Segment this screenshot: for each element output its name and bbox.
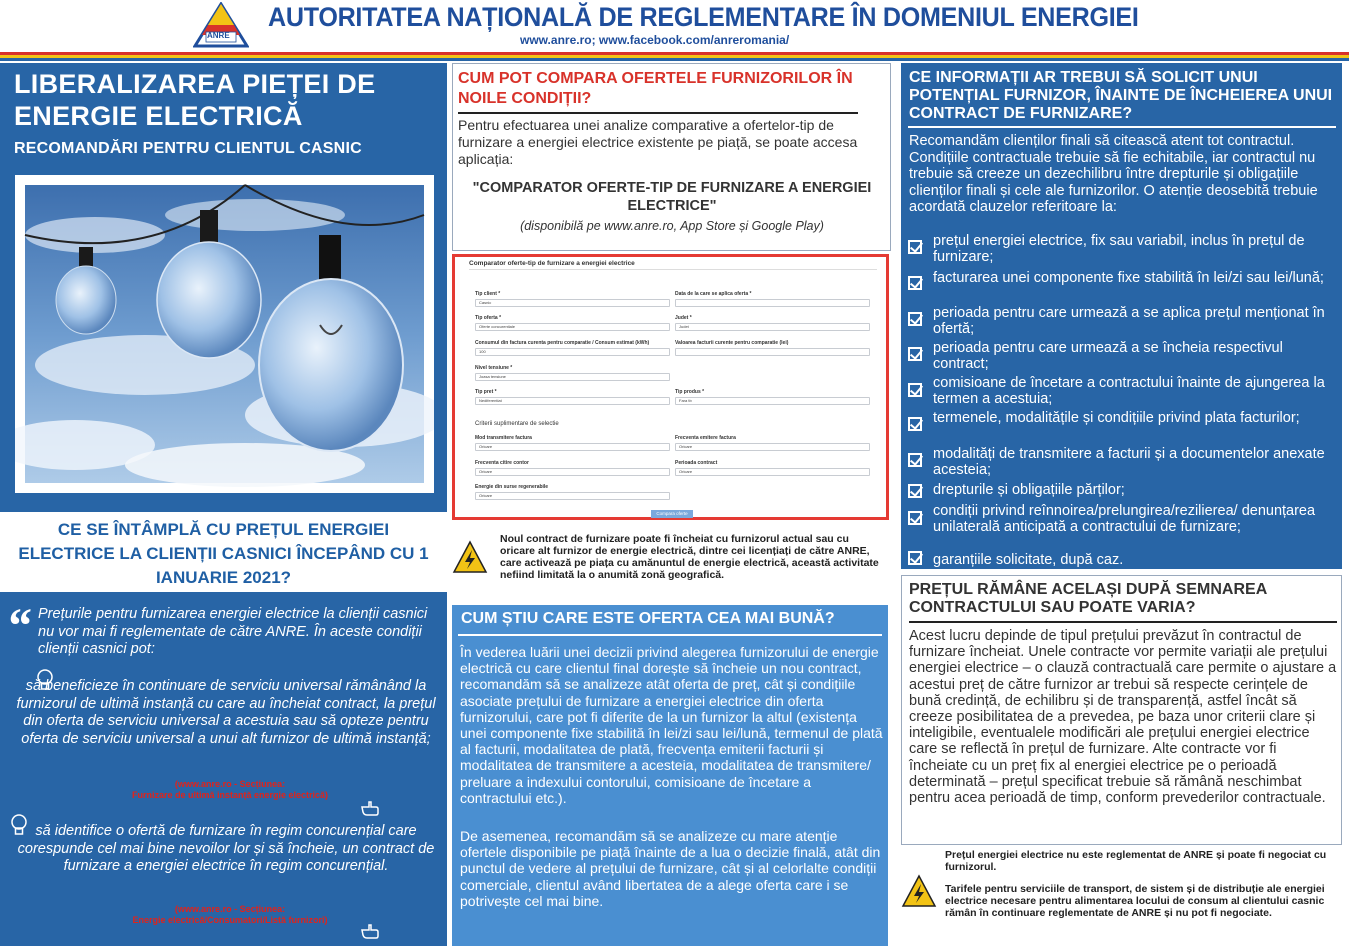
price-question: CE SE ÎNTÂMPLĂ CU PREȚUL ENERGIEI ELECTRICE LA CLIENȚII CASNICI ÎNCEPÂND CU 1 IANUARIE 2021? [18, 520, 429, 587]
app-availability: (disponibilă pe www.anre.ro, App Store și Google Play) [520, 219, 824, 233]
consum-input[interactable]: 100 [475, 348, 670, 356]
link-supplier-list-line2[interactable]: Energie electrică/Consumatori/Listă furnizori) [132, 915, 328, 925]
divider [909, 621, 1337, 623]
header-links[interactable]: www.anre.ro; www.facebook.com/anreromania/ [520, 33, 790, 47]
info-title: CE INFORMAȚII AR TREBUI SĂ SOLICIT UNUI POTENȚIAL FURNIZOR, ÎNAINTE DE ÎNCHEIEREA UNUI CONTRACT DE FURNIZARE? [909, 69, 1333, 122]
info-text: Recomandăm clienților finali să citească atent tot contractul. Condițiile contractuale trebuie să fie echitabile, iar contractul nu trebuie să creeze un dezechilibru între drepturile și obligațiile clienților finali și cele ale furnizorilor. O atenție deosebită trebuie acordată clauzelor referitoare la: [909, 133, 1318, 215]
best-offer-paragraph1: În vederea luării unei decizii privind alegerea furnizorului de energie electrică cu care clientul final dorește să încheie un nou contract, recomandăm să se analizeze atât oferta de preț, cât și condițiile asociate prețului de furnizare a energiei electrice din oferta furnizorului, care pot fi diferite de la un furnizor la altul (existența unei componente fixe stabilită în lei/zi sau lei/lună, termenul de plată al facturii, modalitatea de plată, frecvența emiterii facturii și modalitatea de transmitere a acesteia, modalitatea de transmitere/ preluare a indexului contorului, comisioane de încetare a contractului etc.). [460, 644, 883, 806]
link-last-resort-line2[interactable]: Furnizare de ultimă instanță energie electrică) [131, 790, 329, 800]
perioada-label: Perioada contract [675, 460, 718, 466]
link-supplier-list-line1[interactable]: (www.anre.ro - Secțiunea: [174, 904, 286, 914]
quote-icon: “ [6, 597, 31, 653]
nivel-select[interactable]: Joasa tensiune [475, 373, 670, 381]
left-intro: Prețurile pentru furnizarea energiei electrice la clienții casnici nu vor mai fi reglementate de către ANRE. În aceste condiții clienții casnici pot: [38, 606, 428, 657]
info-item: comisioane de încetare a contractului înainte de ajungerea la termen a acestuia; [933, 375, 1325, 407]
valoare-input[interactable] [675, 348, 870, 356]
note-price-not-regulated: Prețul energiei electrice nu este reglementat de ANRE și poate fi negociat cu furnizorul. [945, 849, 1327, 873]
frecventa-select[interactable]: Oricare [675, 443, 870, 451]
checkbox-icon [908, 312, 922, 326]
info-item: perioada pentru care urmează a se aplica prețul menționat în ofertă; [933, 305, 1325, 337]
checkbox-icon [908, 347, 922, 361]
mod-label: Mod transmitere factura [475, 435, 532, 441]
compare-title: CUM POT COMPARA OFERTELE FURNIZORILOR ÎN NOILE CONDIȚII? [458, 70, 853, 107]
price-text: Acest lucru depinde de tipul prețului prevăzut în contractul de furnizare încheiat. Unele contracte vor permite variații ale prețului energiei electrice – o clauză contractuală care permite o ajustare a acestui preț de către furnizor ar trebui să respecte cerințele de bună credință, de echilibru și de transparență, astfel încât să creeze posibilitatea de a prevedea, pe baza unor criterii clare și inteligibile, eventualele modificări ale prețului energiei electrice care se reflectă în prețul de furnizare. Alte contracte vor fi încheiate cu un preț fix al energiei electrice pe o perioadă determinată – prețul specificat trebuie să rămână neschimbat pentru acea perioadă de timp, conform prevederilor contractuale. [909, 628, 1337, 807]
tip-client-label: Tip client * [475, 291, 501, 297]
consum-label: Consumul din factura curenta pentru comparatie / Consum estimat (kWh) [475, 340, 650, 346]
data-label: Data de la care se aplica oferta * [675, 291, 752, 297]
pointing-hand-icon [360, 799, 380, 817]
tip-produs-label: Tip produs * [675, 389, 705, 395]
link-last-resort-line1[interactable]: (www.anre.ro - Secțiunea: [174, 779, 286, 789]
anre-logo [193, 2, 249, 48]
stripe-blue [0, 58, 1349, 61]
surse-label: Energie din surse regenerabile [475, 484, 549, 490]
price-question-box [0, 512, 447, 592]
divider [908, 126, 1336, 128]
pointing-hand-icon [360, 922, 380, 940]
valoare-label: Valoarea facturii curente pentru comparatie (lei) [675, 340, 789, 346]
tip-oferta-select[interactable]: Oferte concurentiale [475, 323, 670, 331]
checkbox-icon [908, 276, 922, 290]
compare-offers-button[interactable]: Compara oferte [651, 510, 693, 518]
frecventa-label: Frecventa emitere factura [675, 435, 736, 441]
checkbox-icon [908, 383, 922, 397]
link-supplier-list[interactable] [60, 904, 400, 926]
judet-select[interactable]: Judet [675, 323, 870, 331]
tip-pret-select[interactable]: Nediferentiat [475, 397, 670, 405]
criterii-heading: Criterii suplimentare de selectie [475, 421, 559, 427]
logo-text: ANRE [207, 31, 230, 40]
lightbulbs-photo [15, 175, 434, 493]
warning-text: Noul contract de furnizare poate fi încheiat cu furnizorul actual sau cu oricare alt furnizor de energie electrică, dintre cei licențiați de către ANRE, care activează pe piața cu amănuntul de energie electrică, această activitate nefiind limitată la o anumită zonă geografică. [500, 533, 879, 581]
app-title: Comparator oferte-tip de furnizare a energiei electrice [469, 260, 635, 267]
info-item: drepturile și obligațiile părților; [933, 482, 1125, 498]
checkbox-icon [908, 551, 922, 565]
left-subtitle: RECOMANDĂRI PENTRU CLIENTUL CASNIC [14, 140, 362, 157]
citire-label: Frecventa citire contor [475, 460, 529, 466]
checkbox-icon [908, 417, 922, 431]
warning-icon [452, 540, 488, 576]
price-title: PREȚUL RĂMÂNE ACELAȘI DUPĂ SEMNAREA CONTRACTULUI SAU POATE VARIA? [909, 581, 1267, 616]
link-last-resort[interactable] [60, 779, 400, 801]
app-screenshot [452, 254, 889, 520]
best-offer-title: CUM ȘTIU CARE ESTE OFERTA CEA MAI BUNĂ? [461, 610, 835, 627]
info-item: prețul energiei electrice, fix sau variabil, inclus în prețul de furnizare; [933, 233, 1305, 265]
divider [458, 112, 858, 114]
note-tariffs-regulated: Tarifele pentru serviciile de transport, de sistem și de distribuție ale energiei electrice necesare pentru alimentarea locului de consum al clientului casnic rămân în continuare reglementate de ANRE și nu pot fi negociate. [945, 883, 1325, 919]
perioada-select[interactable]: Oricare [675, 468, 870, 476]
data-input[interactable] [675, 299, 870, 307]
judet-label: Judet * [675, 315, 692, 321]
app-divider [469, 269, 877, 270]
info-item: termenele, modalitățile și condițiile privind plata facturilor; [933, 410, 1300, 426]
option-competitive-offer: să identifice o ofertă de furnizare în regim concurențial care corespunde cel mai bine nevoilor lor și să încheie, un contract de furnizare a energiei electrice în regim concurențial. [17, 823, 435, 874]
checkbox-icon [908, 511, 922, 525]
best-offer-paragraph2: De asemenea, recomandăm să se analizeze cu mare atenție ofertele disponibile pe piață înainte de a lua o decizie finală, atât din punctul de vedere al prețului de furnizare, cât și al celorlalte condiții comerciale, clientul având libertatea de a alege oferta care i se potrivește cel mai bine. [460, 828, 881, 909]
warning-icon [901, 874, 937, 910]
info-item: garanțiile solicitate, după caz. [933, 552, 1124, 568]
checkbox-icon [908, 453, 922, 467]
left-title: LIBERALIZAREA PIEȚEI DE ENERGIE ELECTRICĂ [14, 69, 376, 131]
option-universal-service: să beneficieze în continuare de serviciu universal rămânând la furnizorul de ultimă instanță cu care au încheiat contract, la prețul din oferta de serviciu universal a acestuia sau să opteze pentru oferta de serviciu universal a unui alt furnizor de ultimă instanță; [16, 678, 436, 747]
tip-oferta-label: Tip oferta * [475, 315, 502, 321]
tip-produs-select[interactable]: Fara tb [675, 397, 870, 405]
tip-client-select[interactable]: Casnic [475, 299, 670, 307]
mod-select[interactable]: Oricare [475, 443, 670, 451]
checkbox-icon [908, 240, 922, 254]
info-item: perioada pentru care urmează a se încheia respectivul contract; [933, 340, 1283, 372]
citire-select[interactable]: Oricare [475, 468, 670, 476]
checkbox-icon [908, 484, 922, 498]
info-item: modalități de transmitere a facturii și a documentelor anexate acesteia; [933, 446, 1325, 478]
tip-pret-label: Tip pret * [475, 389, 497, 395]
app-name: "COMPARATOR OFERTE-TIP DE FURNIZARE A ENERGIEI ELECTRICE" [472, 180, 872, 214]
info-item: condiții privind reînnoirea/prelungirea/rezilierea/ denunțarea unilaterală anticipată a contractului de furnizare; [933, 503, 1316, 535]
surse-select[interactable]: Oricare [475, 492, 670, 500]
nivel-label: Nivel tensiune * [475, 365, 513, 371]
compare-text: Pentru efectuarea unei analize comparative a ofertelor-tip de furnizare a energiei electrice existente pe piață, se poate accesa aplicația: [458, 117, 858, 167]
info-item: facturarea unei componente fixe stabilită în lei/zi sau lei/lună; [933, 270, 1324, 286]
divider [458, 634, 882, 636]
page-title: AUTORITATEA NAȚIONALĂ DE REGLEMENTARE ÎN DOMENIUL ENERGIEI [268, 2, 1139, 32]
